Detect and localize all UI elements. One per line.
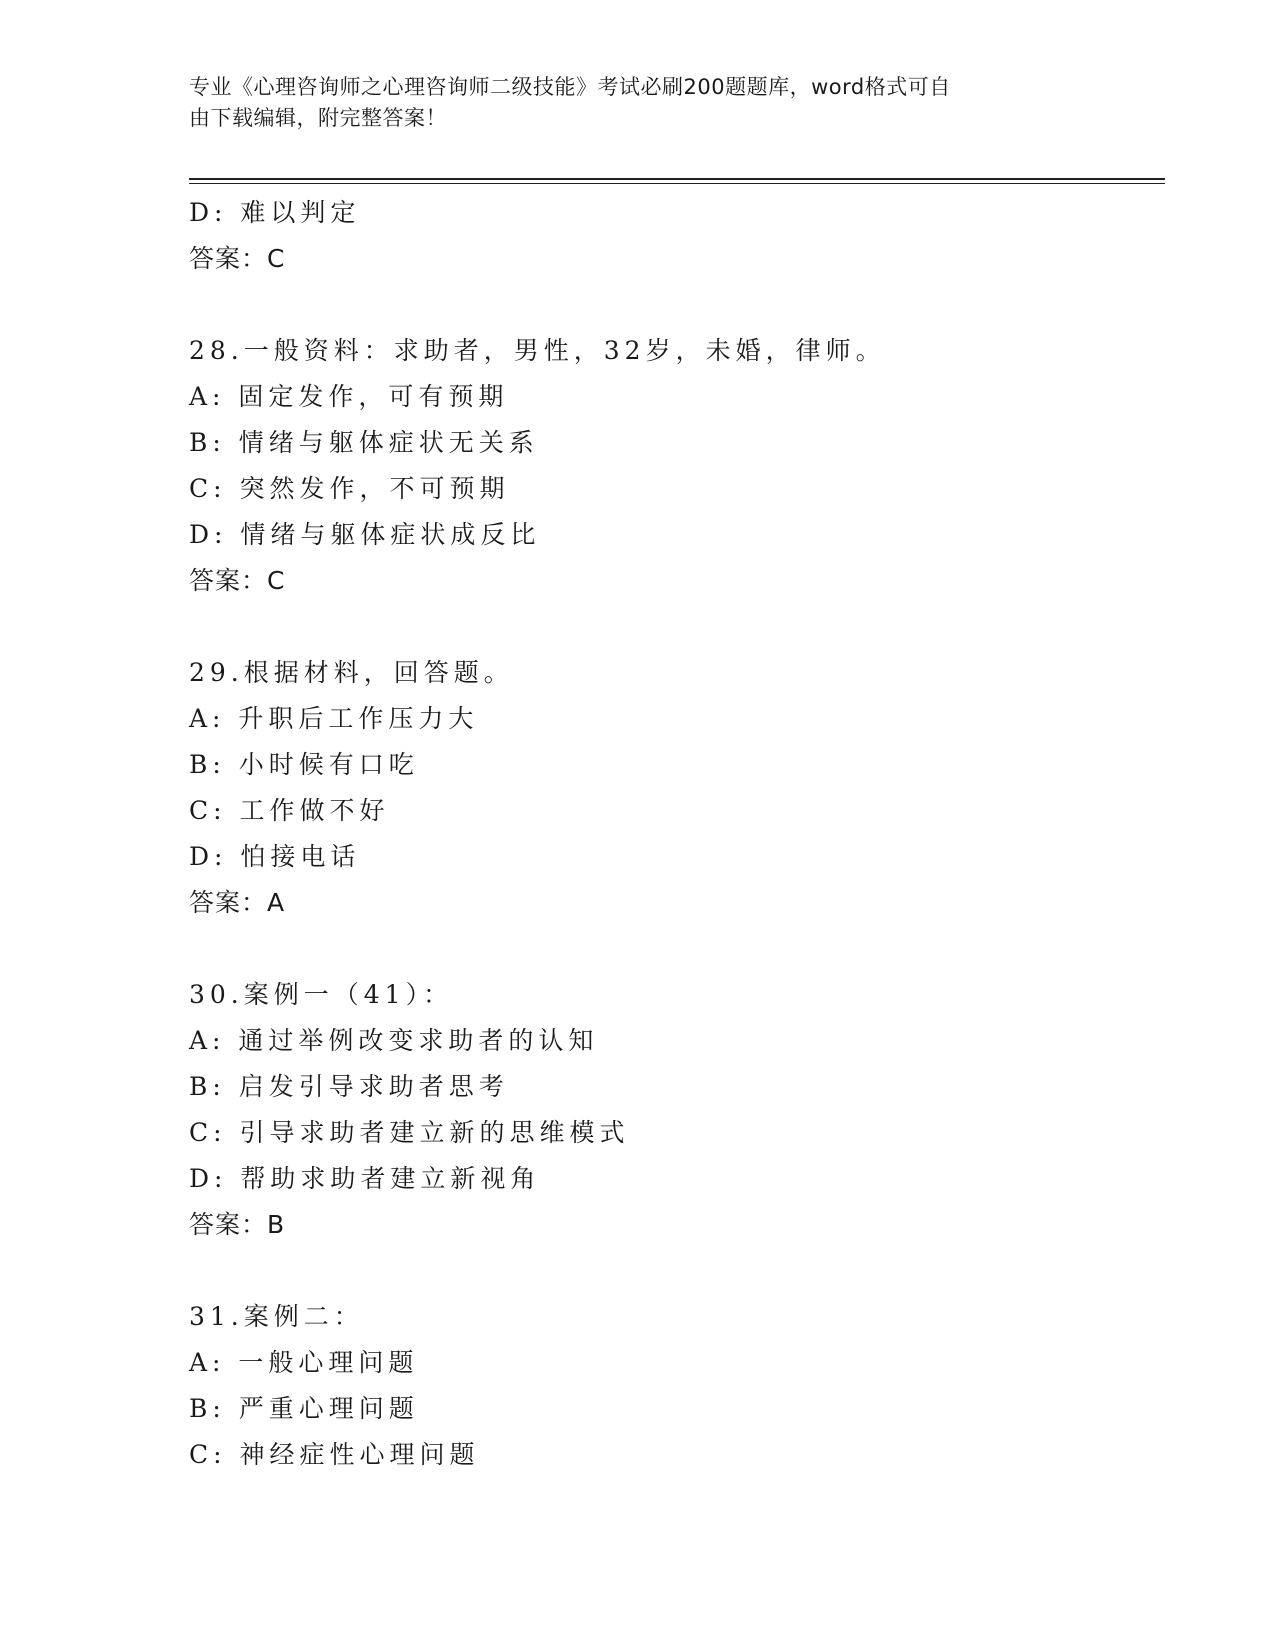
option-a: A: 升职后工作压力大 <box>189 704 479 733</box>
option-b: B: 情绪与躯体症状无关系 <box>189 428 539 457</box>
document-header <box>189 72 1089 134</box>
spacer <box>189 1248 1149 1294</box>
option-b: B: 严重心理问题 <box>189 1394 419 1423</box>
question-stem-30: 30.案例一（41）： <box>189 980 454 1009</box>
answer-line: 答案：C <box>189 244 286 273</box>
option-d: D: 帮助求助者建立新视角 <box>189 1164 541 1193</box>
header-divider-thin <box>189 183 1165 184</box>
answer-line: 答案：A <box>189 888 286 917</box>
option-c: C: 引导求助者建立新的思维模式 <box>189 1118 630 1147</box>
option-b: B: 小时候有口吃 <box>189 750 419 779</box>
option-a: A: 固定发作，可有预期 <box>189 382 509 411</box>
option-d: D: 怕接电话 <box>189 842 361 871</box>
option-c: C: 神经症性心理问题 <box>189 1440 480 1469</box>
answer-line: 答案：B <box>189 1210 286 1239</box>
option-a: A: 通过举例改变求助者的认知 <box>189 1026 599 1055</box>
option-b: B: 启发引导求助者思考 <box>189 1072 509 1101</box>
spacer <box>189 282 1149 328</box>
option-c: C: 突然发作，不可预期 <box>189 474 510 503</box>
option-c: C: 工作做不好 <box>189 796 390 825</box>
option-a: A: 一般心理问题 <box>189 1348 419 1377</box>
header-line-1: 专业《心理咨询师之心理咨询师二级技能》考试必刷200题题库，word格式可自 <box>189 75 951 99</box>
question-stem-29: 29.根据材料，回答题。 <box>189 658 514 687</box>
header-line-2: 由下载编辑，附完整答案！ <box>189 106 447 130</box>
answer-line: 答案：C <box>189 566 286 595</box>
question-stem-31: 31.案例二： <box>189 1302 364 1331</box>
option-d: D: 情绪与躯体症状成反比 <box>189 520 541 549</box>
option-d: D: 难以判定 <box>189 198 361 227</box>
question-list <box>189 190 1149 1478</box>
question-stem-28: 28.一般资料：求助者，男性，32岁，未婚，律师。 <box>189 336 886 365</box>
spacer <box>189 926 1149 972</box>
header-divider-thick <box>189 178 1165 180</box>
spacer <box>189 604 1149 650</box>
